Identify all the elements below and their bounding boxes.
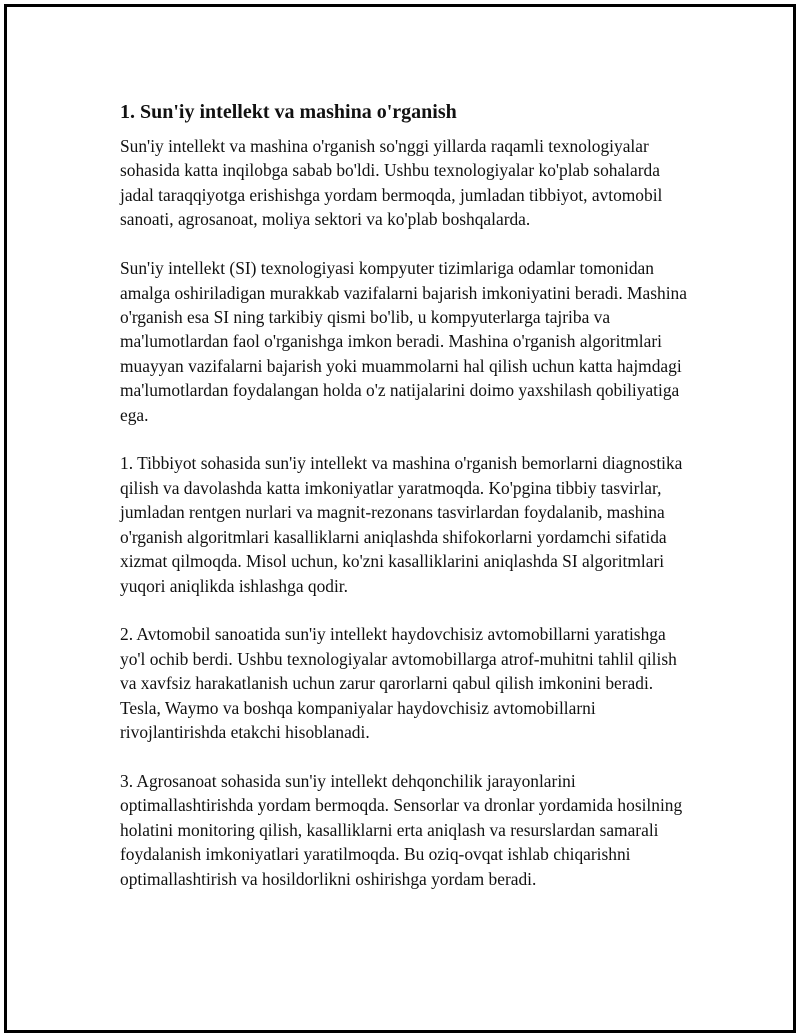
paragraph-definition: Sun'iy intellekt (SI) texnologiyasi kompyuter tizimlariga odamlar tomonidan amalga oshiriladigan murakkab vazifalarni bajarish imkoniyatini beradi. Mashina o'rganish esa SI ning tarkibiy qismi bo'lib, u kompyuterlarga tajriba va ma'lumotlardan faol o'rganishga imkon beradi. Mashina o'rganish algoritmlari muayyan vazifalarni bajarish yoki muammolarni hal qilish uchun katta hajmdagi ma'lumotlardan foydalangan holda o'z natijalarini doimo yaxshilash qobiliyatiga ega. (120, 258, 687, 425)
paragraph-intro: Sun'iy intellekt va mashina o'rganish so'nggi yillarda raqamli texnologiyalar sohasida katta inqilobga sabab bo'ldi. Ushbu texnologiyalar ko'plab sohalarda jadal taraqqiyotga erishishga yordam bermoqda, jumladan tibbiyot, avtomobil sanoati, agrosanoat, moliya sektori va ko'plab boshqalarda. (120, 136, 663, 230)
document-page (4, 4, 796, 1033)
document-body (120, 99, 695, 891)
paragraph-medicine: 1. Tibbiyot sohasida sun'iy intellekt va mashina o'rganish bemorlarni diagnostika qilish va davolashda katta imkoniyatlar yaratmoqda. Ko'pgina tibbiy tasvirlar, jumladan rentgen nurlari va magnit-rezonans tasvirlardan foydalanib, mashina o'rganish algoritmlari kasalliklarni aniqlashda shifokorlarni yordamchi sifatida xizmat qilmoqda. Misol uchun, ko'zni kasalliklarini aniqlashda SI algoritmlari yuqori aniqlikda ishlashga qodir. (120, 453, 683, 596)
paragraph-agriculture: 3. Agrosanoat sohasida sun'iy intellekt dehqonchilik jarayonlarini optimallashtirishda yordam bermoqda. Sensorlar va dronlar yordamida hosilning holatini monitoring qilish, kasalliklarni erta aniqlash va resurslardan samarali foydalanish imkoniyatlari yaratilmoqda. Bu oziq-ovqat ishlab chiqarishni optimallashtirish va hosildorlikni oshirishga yordam beradi. (120, 770, 683, 889)
paragraph-automotive: 2. Avtomobil sanoatida sun'iy intellekt haydovchisiz avtomobillarni yaratishga yo'l ochib berdi. Ushbu texnologiyalar avtomobillarga atrof-muhitni tahlil qilish va xavfsiz harakatlanish uchun zarur qarorlarni qabul qilish imkonini beradi. Tesla, Waymo va boshqa kompaniyalar haydovchisiz avtomobillarni rivojlantirishda etakchi hisoblanadi. (120, 624, 677, 743)
section-heading: 1. Sun'iy intellekt va mashina o'rganish (120, 101, 457, 123)
